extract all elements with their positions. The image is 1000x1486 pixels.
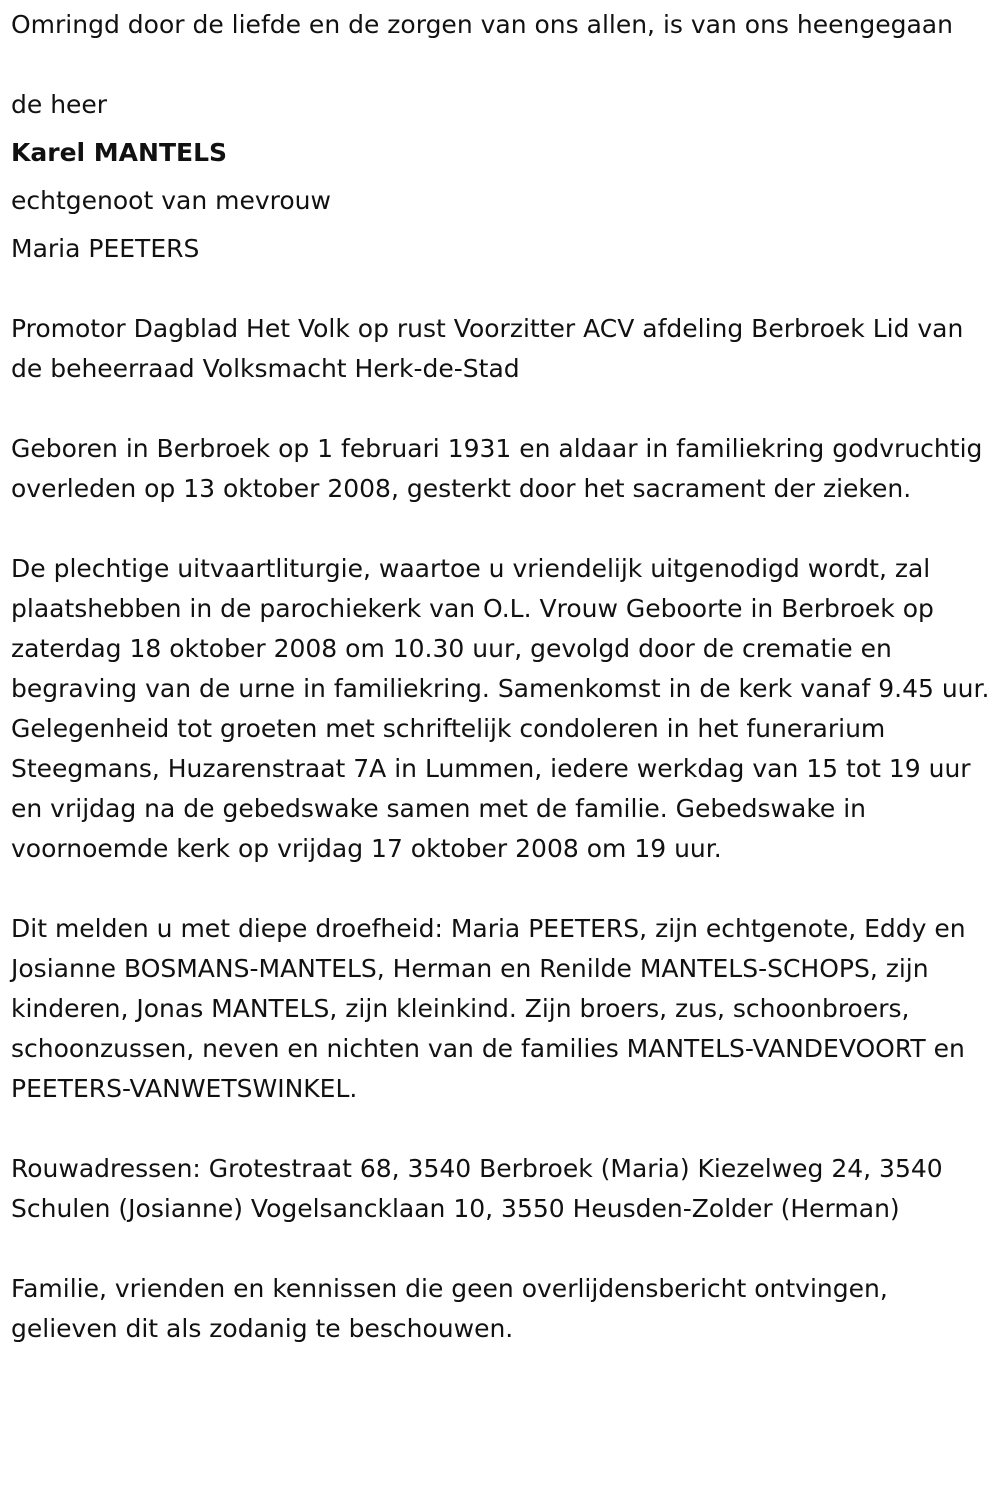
spouse-relation: echtgenoot van mevrouw — [11, 186, 331, 215]
family-text: Dit melden u met diepe droefheid: Maria PEETERS, zijn echtgenote, Eddy en Josianne BOSMANS-MANTELS, Herman en Renilde MANTELS-SCHOPS, zijn kinderen, Jonas MANTELS, zijn kleinkind. Zijn broers, zus, schoonbroers, schoonzussen, neven en nichten van de families MANTELS-VANDEVOORT en PEETERS-VANWETSWINKEL. — [11, 914, 966, 1103]
spouse-name: Maria PEETERS — [11, 234, 200, 263]
funeral-info-text: De plechtige uitvaartliturgie, waartoe u vriendelijk uitgenodigd wordt, zal plaatshebben in de parochiekerk van O.L. Vrouw Geboorte in Berbroek op zaterdag 18 oktober 2008 om 10.30 uur, gevolgd door de crematie en begraving van de urne in familiekring. Samenkomst in de kerk vanaf 9.45 uur. Gelegenheid tot groeten met schriftelijk condoleren in het funerarium Steegmans, Huzarenstraat 7A in Lummen, iedere werkdag van 15 tot 19 uur en vrijdag na de gebedswake samen met de familie. Gebedswake in voornoemde kerk op vrijdag 17 oktober 2008 om 19 uur. — [11, 554, 990, 863]
birth-death-text: Geboren in Berbroek op 1 februari 1931 en aldaar in familiekring godvruchtig overleden op 13 oktober 2008, gesterkt door het sacrament der zieken. — [11, 434, 983, 503]
spacer — [11, 269, 996, 309]
spacer — [11, 45, 996, 85]
intro-text: Omringd door de liefde en de zorgen van ons allen, is van ons heengegaan — [11, 10, 953, 39]
functions-text: Promotor Dagblad Het Volk op rust Voorzitter ACV afdeling Berbroek Lid van de beheerraad Volksmacht Herk-de-Stad — [11, 314, 964, 383]
obituary-notice — [11, 5, 996, 1349]
addresses-text: Rouwadressen: Grotestraat 68, 3540 Berbroek (Maria) Kiezelweg 24, 3540 Schulen (Josianne) Vogelsancklaan 10, 3550 Heusden-Zolder (Herman) — [11, 1154, 943, 1223]
spacer — [11, 1109, 996, 1149]
deceased-name: Karel MANTELS — [11, 138, 228, 167]
spacer — [11, 509, 996, 549]
spacer — [11, 389, 996, 429]
spacer — [11, 1229, 996, 1269]
spacer — [11, 869, 996, 909]
closing-text: Familie, vrienden en kennissen die geen overlijdensbericht ontvingen, gelieven dit als zodanig te beschouwen. — [11, 1274, 888, 1343]
honorific: de heer — [11, 90, 108, 119]
